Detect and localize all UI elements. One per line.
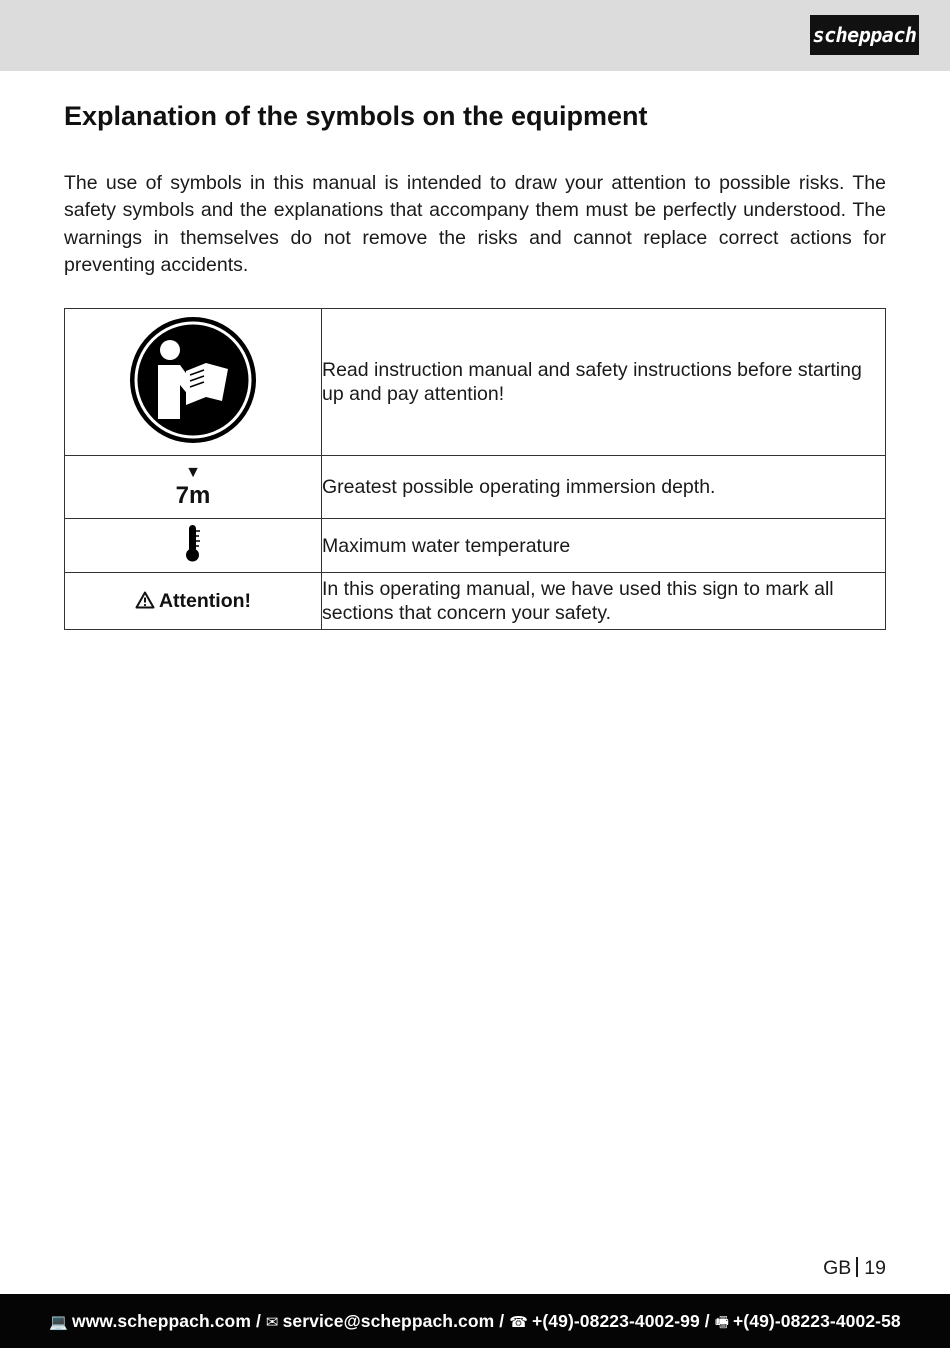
contact-footer-bar [0,1294,950,1348]
symbols-table [64,308,886,630]
read-manual-icon [128,315,258,445]
table-row [65,456,886,519]
symbol-cell [65,456,322,519]
warning-triangle-icon [135,591,155,609]
symbol-cell [65,309,322,456]
symbol-cell [65,519,322,573]
symbol-cell [65,573,322,630]
footer-separator: / [494,1311,510,1331]
header-band [0,0,950,71]
email-link[interactable]: service@scheppach.com [282,1311,495,1331]
description-cell: Greatest possible operating immersion depth. [322,456,886,519]
page-title: Explanation of the symbols on the equipment [64,101,648,131]
description-cell: Maximum water temperature [322,519,886,573]
depth-arrow-icon: ▼ [185,464,201,481]
language-code: GB [823,1257,852,1279]
footer-separator: / [699,1311,715,1331]
attention-label: Attention! [158,589,252,612]
website-link[interactable]: www.scheppach.com [71,1311,251,1331]
depth-label: 7m [175,482,211,509]
table-row [65,519,886,573]
description-cell: Read instruction manual and safety instructions before starting up and pay attention! [322,309,886,456]
page-number-value: 19 [864,1257,886,1279]
envelope-icon: ✉ [265,1314,279,1331]
computer-icon: 💻 [49,1314,68,1331]
fax-icon: 🖷 [714,1314,729,1331]
table-row [65,573,886,630]
intro-paragraph: The use of symbols in this manual is intended to draw your attention to possible risks. The safety symbols and the explanations that accompany them must be perfectly understood. The warnings in themselves do not remove the risks and cannot replace correct actions for preventing accidents. [64,172,886,276]
description-cell: In this operating manual, we have used this sign to mark all sections that concern your safety. [322,573,886,630]
footer-separator: / [251,1311,266,1331]
scheppach-logo: scheppach [810,15,919,55]
phone-number[interactable]: +(49)-08223-4002-99 [532,1311,700,1331]
page-number-divider [856,1257,858,1277]
phone-icon: ☎ [509,1314,529,1331]
table-row [65,309,886,456]
page-number [823,1257,886,1280]
fax-number: +(49)-08223-4002-58 [732,1311,901,1331]
thermometer-icon [184,523,202,563]
